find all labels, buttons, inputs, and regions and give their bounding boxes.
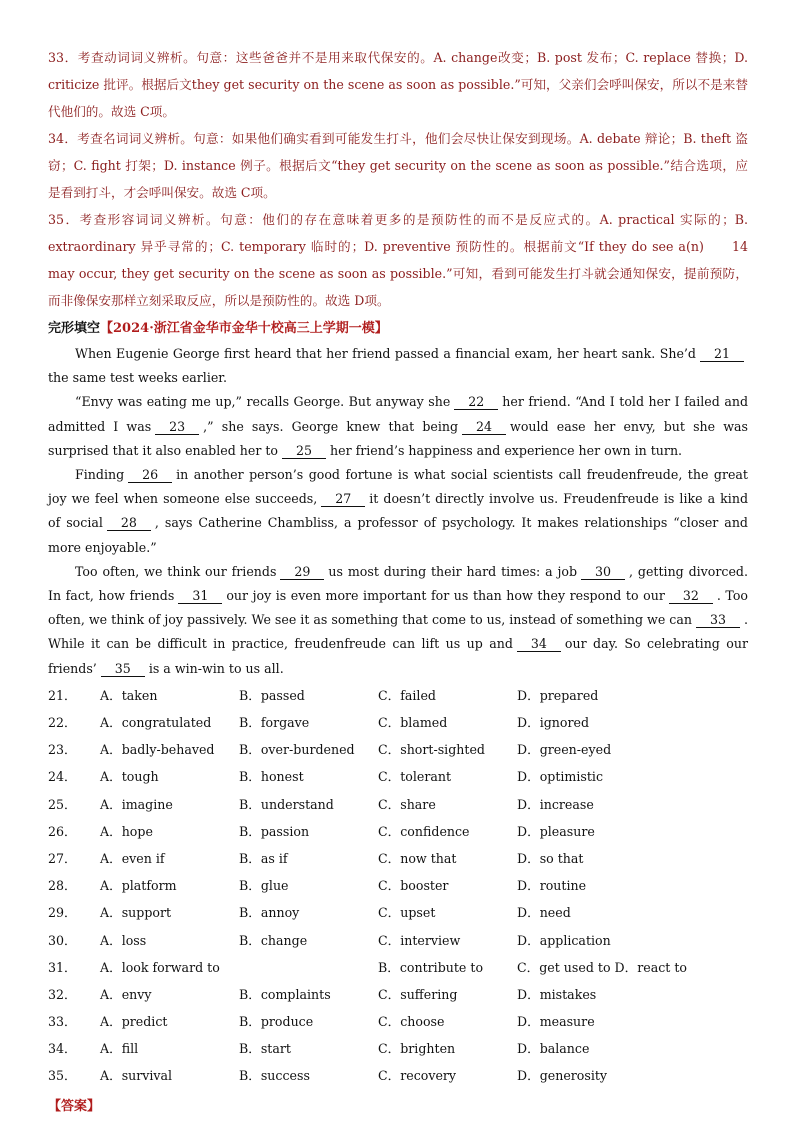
option-a: A．badly-behaved xyxy=(100,742,215,758)
section-source: 【2024·浙江省金华市金华十校高三上学期一模】 xyxy=(100,321,388,336)
option-d: D．measure xyxy=(517,1014,595,1030)
blank-23: 23 xyxy=(155,419,199,435)
option-c: C．blamed xyxy=(378,715,448,731)
option-b: B．passion xyxy=(239,823,310,839)
option-a: A．predict xyxy=(100,1014,168,1030)
option-row xyxy=(48,736,748,763)
option-a: A．imagine xyxy=(100,796,173,812)
question-number: 34． xyxy=(48,1041,77,1057)
document-page xyxy=(48,44,774,1120)
explanation-33: 33．考查动词词义辨析。句意：这些爸爸并不是用来取代保安的。A. change改变；B. post 发布；C. replace 替换；D. criticize 批评。根据后文they get security on the scene as soon as possible.”可知，父亲们会呼叫保安，所以不是来替代他们的。故选 C项。 xyxy=(48,50,748,119)
option-b: B．annoy xyxy=(239,905,300,921)
option-d: D．balance xyxy=(517,1041,590,1057)
option-a: A．envy xyxy=(100,986,152,1002)
passage-text: When Eugenie George first heard that her friend passed a financial exam, her heart sank. She’d xyxy=(75,346,696,361)
question-number: 22． xyxy=(48,715,77,731)
question-number: 30． xyxy=(48,932,77,948)
passage-text: her friend’s happiness and experience her own in turn. xyxy=(330,442,683,458)
explanation-34: 34．考查名词词义辨析。句意：如果他们确实看到可能发生打斗，他们会尽快让保安到现场。A. debate 辩论；B. theft 盗窃；C. fight 打架；D. instance 例子。根据后文“they get security on the scene as soon as possible.”结合选项，应是看到打斗，才会呼叫保安。故选 C项。 xyxy=(48,131,748,200)
option-c: C．confidence xyxy=(378,823,470,839)
passage-text: , getting divorced. In fact, how friends xyxy=(48,563,748,604)
question-number: 28． xyxy=(48,878,77,894)
passage-text: Finding xyxy=(75,467,125,483)
blank-29: 29 xyxy=(280,564,324,580)
option-c: C．failed xyxy=(378,687,436,703)
option-d: D．pleasure xyxy=(517,823,595,839)
passage-text: us most during their hard times: a job xyxy=(328,563,578,579)
option-a: A．look forward to xyxy=(100,959,220,975)
section-heading xyxy=(48,316,748,342)
option-d: D．need xyxy=(517,905,571,921)
question-number: 35． xyxy=(48,1068,77,1084)
option-b: B．glue xyxy=(239,878,289,894)
option-d: D．application xyxy=(517,932,611,948)
passage-paragraph-3 xyxy=(48,463,748,560)
option-a: A．tough xyxy=(100,769,159,785)
option-row xyxy=(48,899,748,926)
option-d: D．prepared xyxy=(517,687,599,703)
passage-text: in another person’s good fortune is what social scientists call freudenfreude, the great joy we feel when someone else succeeds, xyxy=(48,467,748,507)
section-label: 完形填空 xyxy=(48,321,101,336)
question-number: 31． xyxy=(48,959,77,975)
option-b: B．understand xyxy=(239,796,334,812)
option-c: C．interview xyxy=(378,932,461,948)
blank-35: 35 xyxy=(101,661,145,677)
option-c: C．short-sighted xyxy=(378,742,485,758)
option-row xyxy=(48,791,748,818)
blank-27: 27 xyxy=(321,491,365,507)
option-row xyxy=(48,682,748,709)
passage-text: . While it can be difficult in practice, freudenfreude can lift us up and xyxy=(48,612,748,652)
option-d: D．generosity xyxy=(517,1068,608,1084)
answer-label: 【答案】 xyxy=(48,1098,101,1114)
passage-text: the same test weeks earlier. xyxy=(48,370,227,386)
option-d: D．increase xyxy=(517,796,594,812)
option-a: A．taken xyxy=(100,687,158,703)
option-a: A．support xyxy=(100,905,172,921)
question-number: 27． xyxy=(48,850,77,866)
passage-text: our joy is even more important for us than how they respond to our xyxy=(226,588,665,604)
option-b: B．passed xyxy=(239,687,305,703)
option-a: A．fill xyxy=(100,1041,139,1057)
option-d: D．mistakes xyxy=(517,986,597,1002)
option-b: B．complaints xyxy=(239,986,331,1002)
option-a: A．even if xyxy=(100,850,165,866)
option-c: C．upset xyxy=(378,905,436,921)
option-row xyxy=(48,845,748,872)
passage-text: “Envy was eating me up,” recalls George. But anyway she xyxy=(75,394,451,410)
option-row xyxy=(48,1062,748,1089)
blank-21: 21 xyxy=(700,346,744,362)
passage-text: ,” she says. George knew that being xyxy=(203,418,459,434)
question-number: 26． xyxy=(48,823,77,839)
question-number: 21． xyxy=(48,687,77,703)
option-row xyxy=(48,872,748,899)
blank-22: 22 xyxy=(454,394,498,410)
blank-33: 33 xyxy=(696,612,740,628)
option-b: B．honest xyxy=(239,769,304,785)
option-d: D．routine xyxy=(517,878,587,894)
question-number: 33． xyxy=(48,1014,77,1030)
option-b: B．over-burdened xyxy=(239,742,355,758)
option-row xyxy=(48,818,748,845)
answer-heading xyxy=(48,1094,748,1120)
passage-text: , says Catherine Chambliss, a professor of psychology. It makes relationships “closer and more enjoyable.” xyxy=(48,515,748,555)
option-a: A．hope xyxy=(100,823,153,839)
option-a: A．congratulated xyxy=(100,715,212,731)
option-b: B．produce xyxy=(239,1014,314,1030)
passage-paragraph-4 xyxy=(48,560,748,681)
passage-text: it doesn’t directly involve us. Freudenfreude is like a kind of social xyxy=(48,491,749,531)
question-number: 32． xyxy=(48,986,77,1002)
option-c: C．now that xyxy=(378,850,457,866)
passage-text: her friend. “And I told her I failed and admitted I was xyxy=(48,394,749,434)
option-a: A．platform xyxy=(100,878,177,894)
blank-32: 32 xyxy=(669,588,713,604)
option-d: D．optimistic xyxy=(517,769,603,785)
option-row xyxy=(48,1035,748,1062)
passage-paragraph-1 xyxy=(48,342,748,390)
option-c: C．booster xyxy=(378,878,449,894)
option-a: A．survival xyxy=(100,1068,173,1084)
blank-30: 30 xyxy=(581,564,625,580)
option-c: C．tolerant xyxy=(378,769,452,785)
passage-text: is a win-win to us all. xyxy=(148,660,284,676)
question-number: 25． xyxy=(48,796,77,812)
option-row xyxy=(48,981,748,1008)
option-row xyxy=(48,709,748,736)
passage-paragraph-2 xyxy=(48,390,748,463)
question-number: 24． xyxy=(48,769,77,785)
option-d: D．green-eyed xyxy=(517,742,612,758)
option-c: C．choose xyxy=(378,1014,445,1030)
passage-text: our day. So celebrating our friends’ xyxy=(48,636,748,676)
explanation-35: 35．考查形容词词义辨析。句意：他们的存在意味着更多的是预防性的而不是反应式的。A. practical 实际的；B. extraordinary 异乎寻常的；C. temporary 临时的；D. preventive 预防性的。根据前文“If they do see a(n) 14 may occur, they get security on the scene as soon as possible.”可知，看到可能发生打斗就会通知保安，提前预防，而非像保安那样立刻采取反应，所以是预防性的。故选 D项。 xyxy=(48,212,774,308)
option-row xyxy=(48,763,748,790)
option-c-d: C．get used to D．react to xyxy=(517,959,687,975)
passage-text: Too often, we think our friends xyxy=(75,563,277,579)
option-row xyxy=(48,954,748,981)
option-c: C．suffering xyxy=(378,986,458,1002)
option-b: B．success xyxy=(239,1068,310,1084)
blank-26: 26 xyxy=(128,467,172,483)
option-b: B．start xyxy=(239,1041,291,1057)
options-list xyxy=(48,682,748,1090)
option-c: C．recovery xyxy=(378,1068,457,1084)
option-b: B．change xyxy=(239,932,308,948)
option-b: B．as if xyxy=(239,850,288,866)
question-number: 29． xyxy=(48,905,77,921)
option-c: C．brighten xyxy=(378,1041,456,1057)
option-c: C．share xyxy=(378,796,436,812)
blank-25: 25 xyxy=(282,443,326,459)
blank-28: 28 xyxy=(107,515,151,531)
blank-31: 31 xyxy=(178,588,222,604)
option-b: B．forgave xyxy=(239,715,310,731)
blank-24: 24 xyxy=(462,419,506,435)
blank-34: 34 xyxy=(517,636,561,652)
option-d: D．so that xyxy=(517,850,584,866)
option-b: B．contribute to xyxy=(378,959,484,975)
option-a: A．loss xyxy=(100,932,147,948)
option-d: D．ignored xyxy=(517,715,590,731)
option-row xyxy=(48,1008,748,1035)
passage-text: would ease her envy, but she was surprised that it also enabled her to xyxy=(48,418,748,458)
option-row xyxy=(48,927,748,954)
passage-text: . Too often, we think of joy passively. We see it as something that come to us, instead of something we can xyxy=(48,588,749,628)
question-number: 23． xyxy=(48,742,77,758)
